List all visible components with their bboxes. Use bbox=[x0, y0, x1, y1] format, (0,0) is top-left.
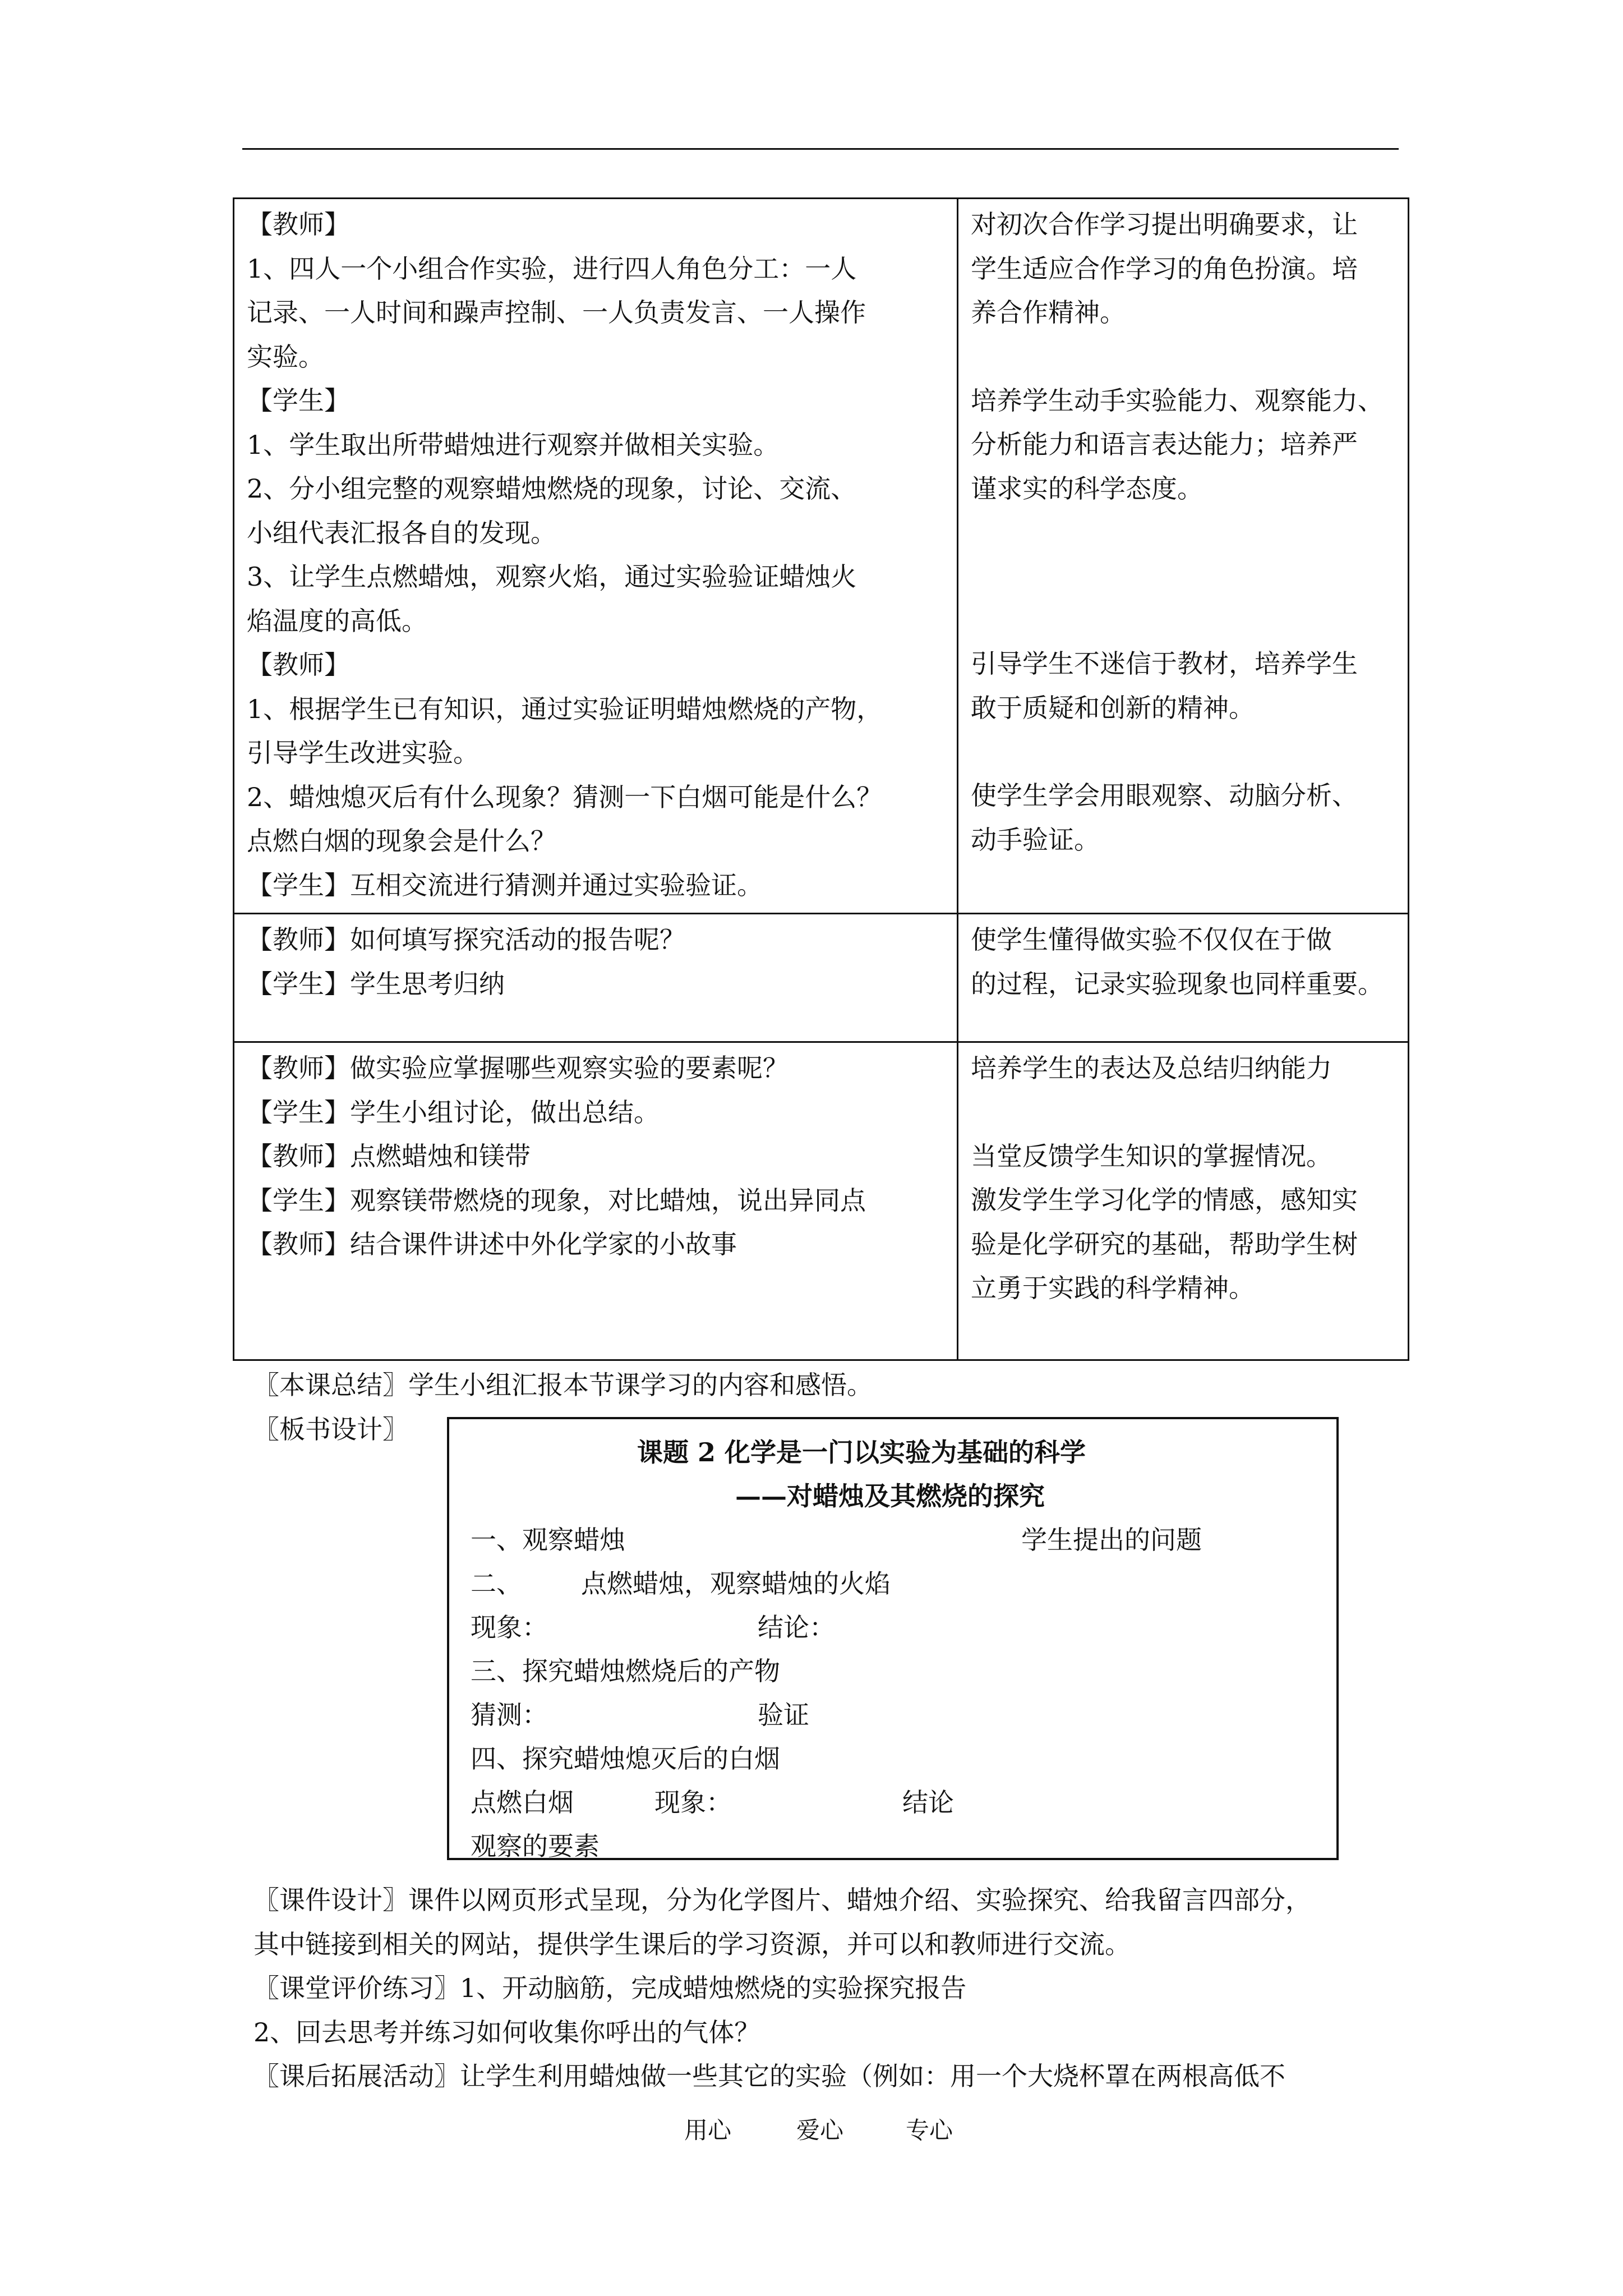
text-line: 的过程，记录实验现象也同样重要。 bbox=[971, 968, 1384, 999]
text-line: 【学生】学生思考归纳 bbox=[247, 968, 505, 999]
text-line: 【学生】观察镁带燃烧的现象，对比蜡烛，说出异同点 bbox=[247, 1185, 866, 1216]
extension-activity: 〖课后拓展活动〗让学生利用蜡烛做一些其它的实验（例如：用一个大烧杯罩在两根高低不 bbox=[253, 2061, 1285, 2091]
class-evaluation: 2、回去思考并练习如何收集你呼出的气体？ bbox=[253, 2017, 760, 2047]
text-line: 对初次合作学习提出明确要求，让 bbox=[971, 209, 1358, 240]
text-line: 【教师】 bbox=[247, 209, 350, 240]
text-line: 1、四人一个小组合作实验，进行四人角色分工：一人 bbox=[247, 253, 857, 284]
spacer bbox=[971, 1091, 1395, 1134]
design-intent bbox=[958, 1042, 1409, 1360]
text-line: 学生适应合作学习的角色扮演。培 bbox=[971, 253, 1358, 284]
text-line: 动手验证。 bbox=[971, 824, 1100, 855]
table-row bbox=[234, 1042, 1409, 1360]
text-line: 3、让学生点燃蜡烛，观察火焰，通过实验验证蜡烛火 bbox=[247, 562, 857, 592]
board-line: 验证 bbox=[758, 1700, 809, 1730]
text-line: 验是化学研究的基础，帮助学生树 bbox=[971, 1228, 1358, 1259]
board-line: 观察的要素 bbox=[471, 1831, 600, 1861]
board-line: 现象： bbox=[654, 1787, 732, 1818]
board-line: 结论 bbox=[902, 1787, 954, 1818]
text-line: 记录、一人时间和躁声控制、一人负责发言、一人操作 bbox=[247, 297, 866, 328]
text-line: 【教师】做实验应掌握哪些观察实验的要素呢？ bbox=[247, 1053, 789, 1083]
teacher-student-activities bbox=[234, 199, 958, 914]
courseware-design: 其中链接到相关的网站，提供学生课后的学习资源，并可以和教师进行交流。 bbox=[253, 1929, 1131, 1959]
teacher-student-activities bbox=[234, 1042, 958, 1360]
text-line: 谨求实的科学态度。 bbox=[971, 473, 1203, 504]
text-line: 【教师】结合课件讲述中外化学家的小故事 bbox=[247, 1229, 737, 1259]
footer-text: 专心 bbox=[906, 2116, 953, 2144]
text-line: 实验。 bbox=[247, 341, 324, 372]
text-line: 激发学生学习化学的情感，感知实 bbox=[971, 1185, 1358, 1215]
board-design-label: 〖板书设计〗 bbox=[253, 1414, 408, 1444]
board-line: 猜测： bbox=[471, 1700, 548, 1730]
spacer bbox=[971, 598, 1395, 642]
text-line: 焰温度的高低。 bbox=[247, 605, 427, 636]
text-line: 培养学生的表达及总结归纳能力 bbox=[971, 1053, 1332, 1083]
board-line: 二、 bbox=[471, 1568, 522, 1599]
text-line: 养合作精神。 bbox=[971, 297, 1126, 328]
board-line: 三、探究蜡烛燃烧后的产物 bbox=[471, 1656, 780, 1686]
board-line: 一、观察蜡烛 bbox=[471, 1525, 625, 1555]
text-line: 培养学生动手实验能力、观察能力、 bbox=[971, 385, 1384, 416]
footer-text: 爱心 bbox=[796, 2116, 844, 2144]
text-line: 2、蜡烛熄灭后有什么现象？猜测一下白烟可能是什么？ bbox=[247, 781, 883, 812]
header-rule bbox=[242, 148, 1399, 150]
text-line: 1、根据学生已有知识，通过实验证明蜡烛燃烧的产物， bbox=[247, 693, 883, 724]
blackboard-design-box bbox=[447, 1417, 1339, 1860]
spacer bbox=[971, 554, 1395, 598]
text-line: 【教师】 bbox=[247, 650, 350, 680]
board-line: 点燃蜡烛，观察蜡烛的火焰 bbox=[581, 1568, 891, 1599]
class-evaluation: 〖课堂评价练习〗1、开动脑筋，完成蜡烛燃烧的实验探究报告 bbox=[253, 1973, 967, 2003]
spacer bbox=[971, 335, 1395, 379]
text-line: 小组代表汇报各自的发现。 bbox=[247, 517, 556, 548]
table-row bbox=[234, 199, 1409, 914]
board-title: 课题 2 化学是一门以实验为基础的科学 bbox=[637, 1437, 1086, 1467]
text-line: 【教师】点燃蜡烛和镁带 bbox=[247, 1141, 531, 1171]
table-row bbox=[234, 914, 1409, 1042]
text-line: 当堂反馈学生知识的掌握情况。 bbox=[971, 1140, 1332, 1171]
text-line: 分析能力和语言表达能力；培养严 bbox=[971, 429, 1358, 459]
text-line: 使学生学会用眼观察、动脑分析、 bbox=[971, 780, 1358, 811]
text-line: 【教师】如何填写探究活动的报告呢？ bbox=[247, 924, 685, 955]
text-line: 【学生】 bbox=[247, 385, 350, 416]
spacer bbox=[971, 730, 1395, 774]
text-line: 引导学生改进实验。 bbox=[247, 738, 479, 768]
text-line: 敢于质疑和创新的精神。 bbox=[971, 692, 1255, 723]
spacer bbox=[971, 510, 1395, 554]
teacher-student-activities bbox=[234, 914, 958, 1042]
footer-text: 用心 bbox=[684, 2116, 732, 2144]
text-line: 引导学生不迷信于教材，培养学生 bbox=[971, 648, 1358, 679]
text-line: 点燃白烟的现象会是什么？ bbox=[247, 826, 556, 856]
board-line: 结论： bbox=[758, 1612, 835, 1642]
board-line: 点燃白烟 bbox=[471, 1787, 574, 1818]
design-intent bbox=[958, 914, 1409, 1042]
text-line: 2、分小组完整的观察蜡烛燃烧的现象，讨论、交流、 bbox=[247, 473, 857, 504]
lesson-table bbox=[233, 197, 1409, 1361]
lesson-summary: 〖本课总结〗学生小组汇报本节课学习的内容和感悟。 bbox=[253, 1370, 873, 1400]
text-line: 立勇于实践的科学精神。 bbox=[971, 1273, 1255, 1303]
board-line: 四、探究蜡烛熄灭后的白烟 bbox=[471, 1743, 780, 1774]
text-line: 【学生】学生小组讨论，做出总结。 bbox=[247, 1097, 660, 1128]
text-line: 【学生】互相交流进行猜测并通过实验验证。 bbox=[247, 869, 763, 900]
text-line: 1、学生取出所带蜡烛进行观察并做相关实验。 bbox=[247, 429, 780, 460]
board-line: 现象： bbox=[471, 1612, 548, 1642]
board-line: 学生提出的问题 bbox=[1021, 1525, 1202, 1555]
text-line: 使学生懂得做实验不仅仅在于做 bbox=[971, 924, 1332, 955]
courseware-design: 〖课件设计〗课件以网页形式呈现，分为化学图片、蜡烛介绍、实验探究、给我留言四部分， bbox=[253, 1885, 1311, 1915]
design-intent bbox=[958, 199, 1409, 914]
board-subtitle: ——对蜡烛及其燃烧的探究 bbox=[735, 1481, 1045, 1511]
